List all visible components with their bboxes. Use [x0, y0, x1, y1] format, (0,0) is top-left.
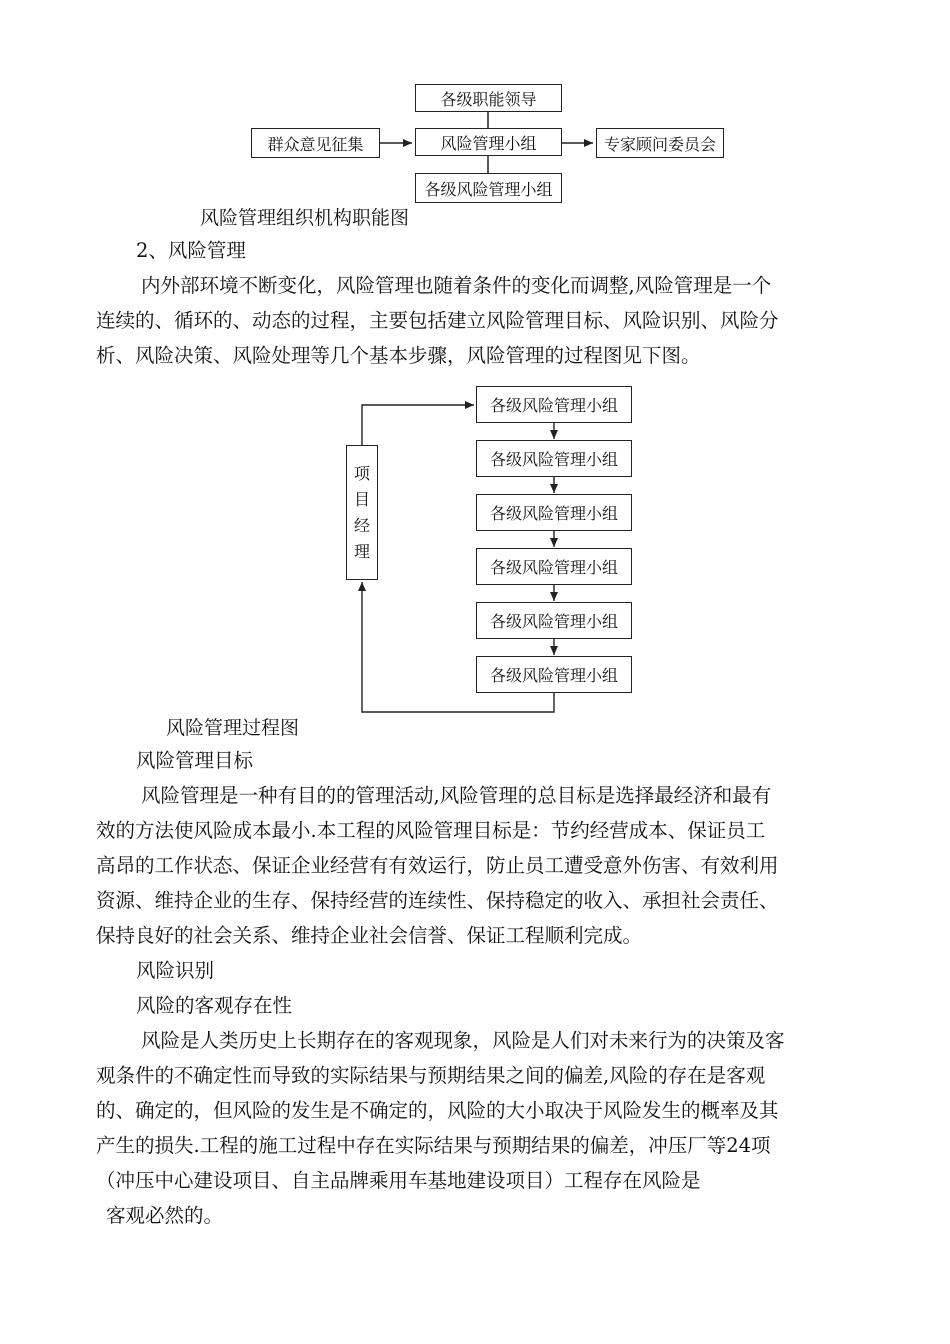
org-box-expert-committee-label: 专家顾问委员会 [603, 134, 716, 154]
org-box-risk-group [415, 128, 562, 156]
process-step-5 [476, 602, 632, 639]
process-step-3 [476, 494, 632, 531]
process-step-1-label: 各级风险管理小组 [489, 396, 618, 415]
intro-line-1: 内外部环境不断变化，风险管理也随着条件的变化而调整,风险管理是一个 [141, 274, 772, 297]
project-manager-char: 经 [353, 515, 370, 535]
project-manager-char: 项 [353, 463, 370, 483]
process-step-4 [476, 548, 632, 585]
process-step-6 [476, 656, 632, 693]
org-box-leaders [415, 84, 562, 112]
objective-line-1: 风险是人类历史上长期存在的客观现象，风险是人们对未来行为的决策及客 [141, 1029, 785, 1052]
objective-line-4: 产生的损失.工程的施工过程中存在实际结果与预期结果的偏差，冲压厂等24项 [96, 1134, 771, 1157]
goal-line-2: 效的方法使风险成本最小.本工程的风险管理目标是：节约经营成本、保证员工 [96, 819, 766, 842]
goal-line-3: 高昂的工作状态、保证企业经营有有效运行，防止员工遭受意外伤害、有效利用 [96, 854, 779, 877]
org-box-risk-group-label: 风险管理小组 [440, 133, 537, 153]
section-title: 2、风险管理 [136, 239, 246, 262]
objective-line-3: 的、确定的，但风险的发生是不确定的，风险的大小取决于风险发生的概率及其 [96, 1099, 779, 1122]
goal-line-4: 资源、维持企业的生存、保持经营的连续性、保持稳定的收入、承担社会责任、 [96, 889, 779, 912]
org-box-expert-committee [596, 128, 724, 158]
project-manager-box [346, 445, 378, 580]
process-step-2-label: 各级风险管理小组 [489, 450, 618, 469]
process-step-4-label: 各级风险管理小组 [489, 558, 618, 577]
process-step-2 [476, 440, 632, 477]
org-box-level-groups [415, 173, 562, 203]
process-chart-caption: 风险管理过程图 [166, 717, 300, 739]
process-step-1 [476, 386, 632, 423]
ident-heading: 风险识别 [136, 959, 215, 982]
process-step-5-label: 各级风险管理小组 [489, 612, 618, 631]
objective-line-5: （冲压中心建设项目、自主品牌乘用车基地建设项目）工程存在风险是 [96, 1169, 701, 1192]
org-box-public-opinion-label: 群众意见征集 [267, 134, 364, 154]
project-manager-char: 理 [353, 541, 370, 561]
goal-line-1: 风险管理是一种有目的的管理活动,风险管理的总目标是选择最经济和最有 [141, 784, 772, 807]
project-manager-char: 目 [353, 489, 370, 509]
org-box-public-opinion [251, 128, 380, 158]
intro-line-2: 连续的、循环的、动态的过程，主要包括建立风险管理目标、风险识别、风险分 [96, 309, 779, 332]
org-chart-caption: 风险管理组织机构职能图 [200, 207, 410, 229]
org-box-level-groups-label: 各级风险管理小组 [424, 179, 553, 199]
closing-line: 客观必然的。 [106, 1204, 224, 1227]
objective-line-2: 观条件的不确定性而导致的实际结果与预期结果之间的偏差,风险的存在是客观 [96, 1064, 766, 1087]
process-step-6-label: 各级风险管理小组 [489, 666, 618, 685]
process-step-3-label: 各级风险管理小组 [489, 504, 618, 523]
intro-line-3: 析、风险决策、风险处理等几个基本步骤，风险管理的过程图见下图。 [96, 344, 701, 367]
goal-line-5: 保持良好的社会关系、维持企业社会信誉、保证工程顺利完成。 [96, 924, 643, 947]
goal-heading: 风险管理目标 [136, 749, 254, 772]
objective-heading: 风险的客观存在性 [136, 994, 293, 1017]
org-box-leaders-label: 各级职能领导 [440, 89, 537, 109]
